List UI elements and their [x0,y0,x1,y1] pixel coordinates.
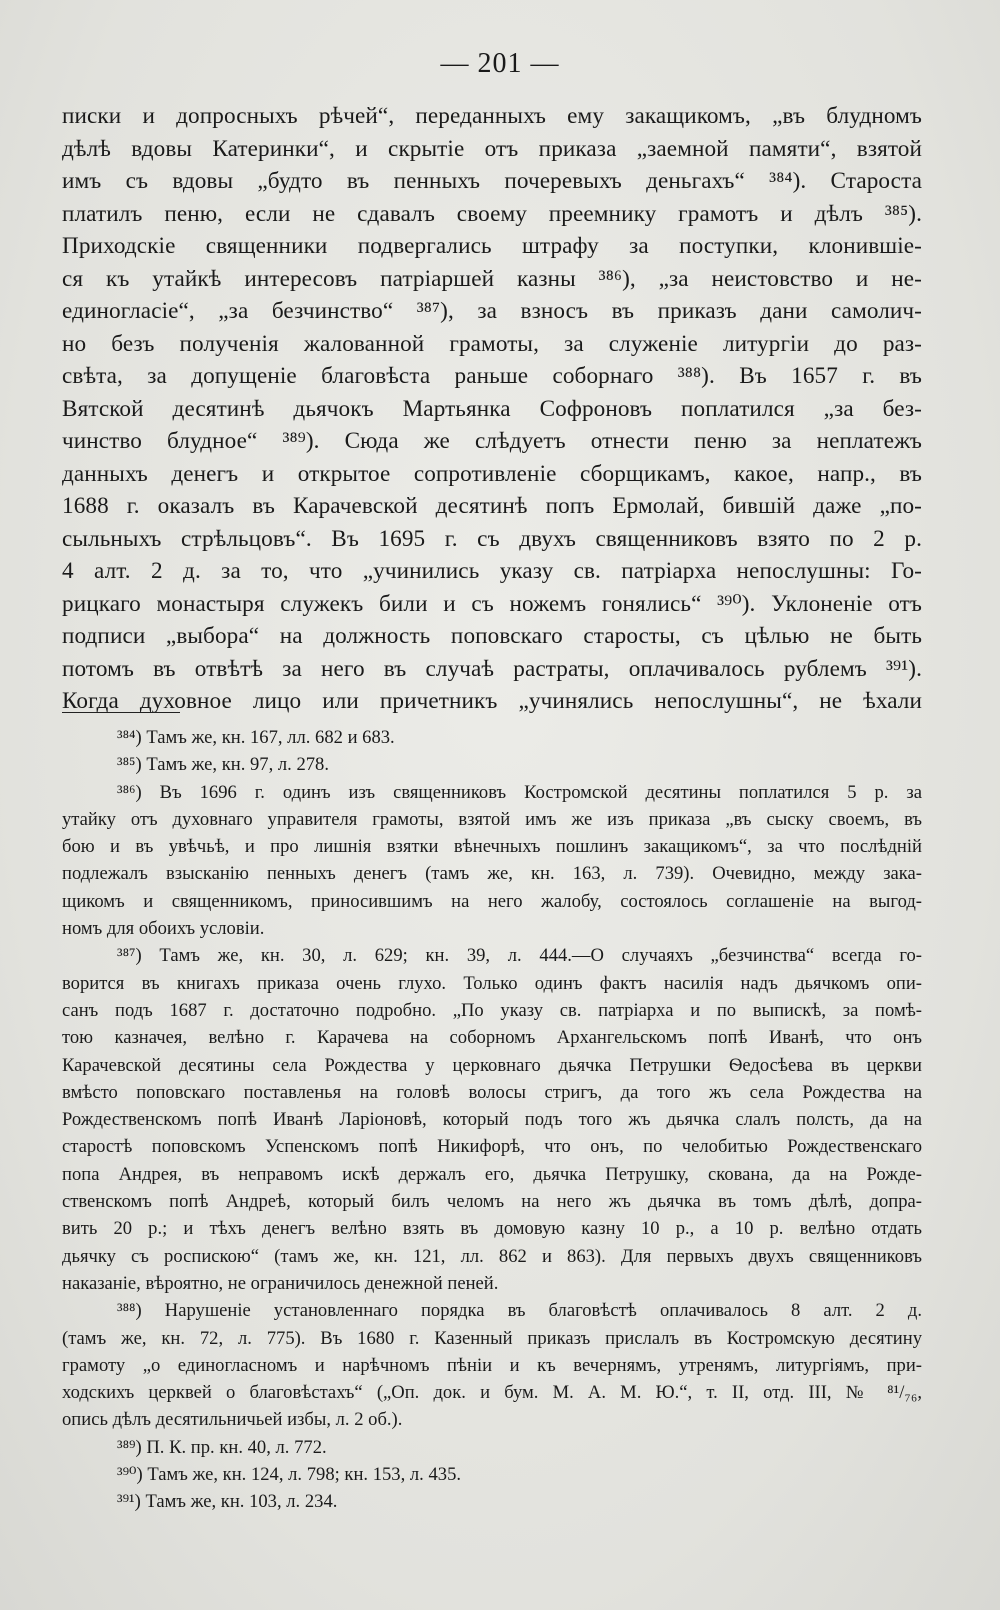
footnote-line: Карачевской десятины села Рождества у церковнаго дьячка Петрушки Ѳедосѣева въ церкви [62,1054,922,1076]
footnote-line: старостѣ поповскомъ Успенскомъ попѣ Никифорѣ, что онъ, по челобитью Рождественскаго [62,1136,922,1158]
footnote-line: попа Андрея, въ неправомъ искѣ держалъ его, дьячка Петрушку, скована, да на Рожде- [62,1163,922,1185]
page-number: — 201 — [440,48,560,79]
text-line: платилъ пеню, если не сдавалъ своему преемнику грамотъ и дѣлъ ³⁸⁵). [62,200,922,227]
text-line: подписи „выбора“ на должность поповскаго старосты, съ цѣлью не быть [62,623,922,649]
footnote-line: Рождественскомъ попѣ Иванѣ Ларіоновѣ, который подъ того жъ дьячка слалъ полсть, да на [62,1109,922,1131]
footnote-line: ³⁸⁶) Въ 1696 г. одинъ изъ священниковъ Костромской десятины поплатился 5 р. за [117,781,922,803]
main-text [62,100,922,718]
footnote-line: ³⁸⁸) Нарушеніе установленнаго порядка въ благовѣстѣ оплачивалось 8 алт. 2 д. [117,1300,922,1322]
text-line: ся къ утайкѣ интересовъ патріаршей казны ³⁸⁶), „за неистовство и не- [62,265,922,292]
footnote-line: ³⁹⁰) Тамъ же, кн. 124, л. 798; кн. 153, л. 435. [117,1464,462,1486]
text-line: свѣта, за допущеніе благовѣста раньше соборнаго ³⁸⁸). Въ 1657 г. въ [62,363,922,389]
footnote-line: ³⁸⁷) Тамъ же, кн. 30, л. 629; кн. 39, л. 444.—О случаяхъ „безчинства“ всегда го- [117,945,922,967]
text-line: Приходскіе священники подвергались штрафу за поступки, клонившіе- [62,233,922,259]
footnote-line: ходскихъ церквей о благовѣстахъ“ („Оп. док. и бум. М. А. М. Ю.“, т. II, отд. III, № ⁸¹/₇₆, [62,1382,922,1404]
footnote-line: тою казначея, велѣно г. Карачева на соборномъ Архангельскомъ попѣ Иванѣ, что онъ [62,1027,922,1049]
text-line: Когда духовное лицо или причетникъ „учинялись непослушны“, не ѣхали [62,688,922,714]
footnote-divider [62,712,180,713]
footnote-line: дьячку съ роспискою“ (тамъ же, кн. 121, лл. 862 и 863). Для первыхъ двухъ священниковъ [62,1245,922,1267]
footnote-line: вмѣсто поповскаго поставленья на головѣ волосы стригъ, да того жъ села Рождества на [62,1081,922,1103]
footnote-line: ³⁹¹) Тамъ же, кн. 103, л. 234. [117,1491,338,1513]
text-line: имъ съ вдовы „будто въ пенныхъ почеревыхъ деньгахъ“ ³⁸⁴). Староста [62,168,922,194]
footnotes [62,724,922,1516]
text-line: Вятской десятинѣ дьячокъ Мартьянка Софроновъ поплатился „за без- [62,395,922,422]
footnote-line: (тамъ же, кн. 72, л. 775). Въ 1680 г. Казенный приказъ прислалъ въ Костромскую десятину [62,1327,922,1349]
text-line: единогласіе“, „за безчинство“ ³⁸⁷), за взносъ въ приказъ дани самолич- [62,298,922,324]
footnote-line: опись дѣлъ десятильничьей избы, л. 2 об.). [62,1409,403,1431]
footnote-line: номъ для обоихъ условіи. [62,918,265,940]
text-line: чинство блудное“ ³⁸⁹). Сюда же слѣдуетъ отнести пеню за неплатежъ [62,428,922,454]
text-line: 1688 г. оказалъ въ Карачевской десятинѣ попъ Ермолай, бившій даже „по- [62,493,922,519]
footnote-line: ³⁸⁹) П. К. пр. кн. 40, л. 772. [117,1436,327,1458]
footnote-line: бою и въ увѣчьѣ, и про лишнія взятки вѣнечныхъ пошлинъ закащикомъ“, за что послѣдній [62,836,922,858]
text-line: дѣлѣ вдовы Катеринки“, и скрытіе отъ приказа „заемной памяти“, взятой [62,135,922,162]
footnote-line: грамоту „о единогласномъ и нарѣчномъ пѣніи и къ вечернямъ, утренямъ, литургіямъ, при- [62,1354,922,1376]
text-line: 4 алт. 2 д. за то, что „учинились указу св. патріарха непослушны: Го- [62,558,922,584]
text-line: писки и допросныхъ рѣчей“, переданныхъ ему закащикомъ, „въ блудномъ [62,103,922,129]
footnote-line: щикомъ и священникомъ, приносившимъ на него жалобу, состоялось соглашеніе на выгод- [62,890,922,912]
text-line: рицкаго монастыря служекъ били и съ ножемъ гонялись“ ³⁹⁰). Уклоненіе отъ [62,590,922,617]
text-line: потомъ въ отвѣтѣ за него въ случаѣ растраты, оплачивалось рублемъ ³⁹¹). [62,655,922,682]
footnote-line: ³⁸⁴) Тамъ же, кн. 167, лл. 682 и 683. [117,727,395,748]
footnote-line: санъ подъ 1687 г. достаточно подробно. „По указу св. патріарха и по выпискѣ, за помѣ- [62,999,922,1021]
footnote-line: наказаніе, вѣроятно, не ограничилось денежной пеней. [62,1272,499,1294]
text-line: но безъ полученія жалованной грамоты, за служеніе литургіи до раз- [62,330,922,357]
footnote-line: ственскомъ попѣ Андреѣ, который билъ челомъ на него жъ дьячка въ томъ дѣлѣ, допра- [62,1191,922,1213]
text-line: сыльныхъ стрѣльцовъ“. Въ 1695 г. съ двухъ священниковъ взято по 2 р. [62,525,922,552]
footnote-line: утайку отъ духовнаго управителя грамоты, взятой имъ же изъ приказа „въ сыску своемъ, въ [62,808,922,830]
text-line: данныхъ денегъ и открытое сопротивленіе сборщикамъ, какое, напр., въ [62,460,922,487]
footnote-line: ³⁸⁵) Тамъ же, кн. 97, л. 278. [117,754,329,776]
footnote-line: подлежалъ взысканію пенныхъ денегъ (тамъ же, кн. 163, л. 739). Очевидно, между зака- [62,863,922,885]
footnote-line: вить 20 р.; и тѣхъ денегъ велѣно взять въ домовую казну 10 р., а 10 р. велѣно отдать [62,1218,922,1240]
footnote-line: ворится въ книгахъ приказа очень глухо. Только одинъ фактъ насилія надъ дьячкомъ опи- [62,972,922,994]
